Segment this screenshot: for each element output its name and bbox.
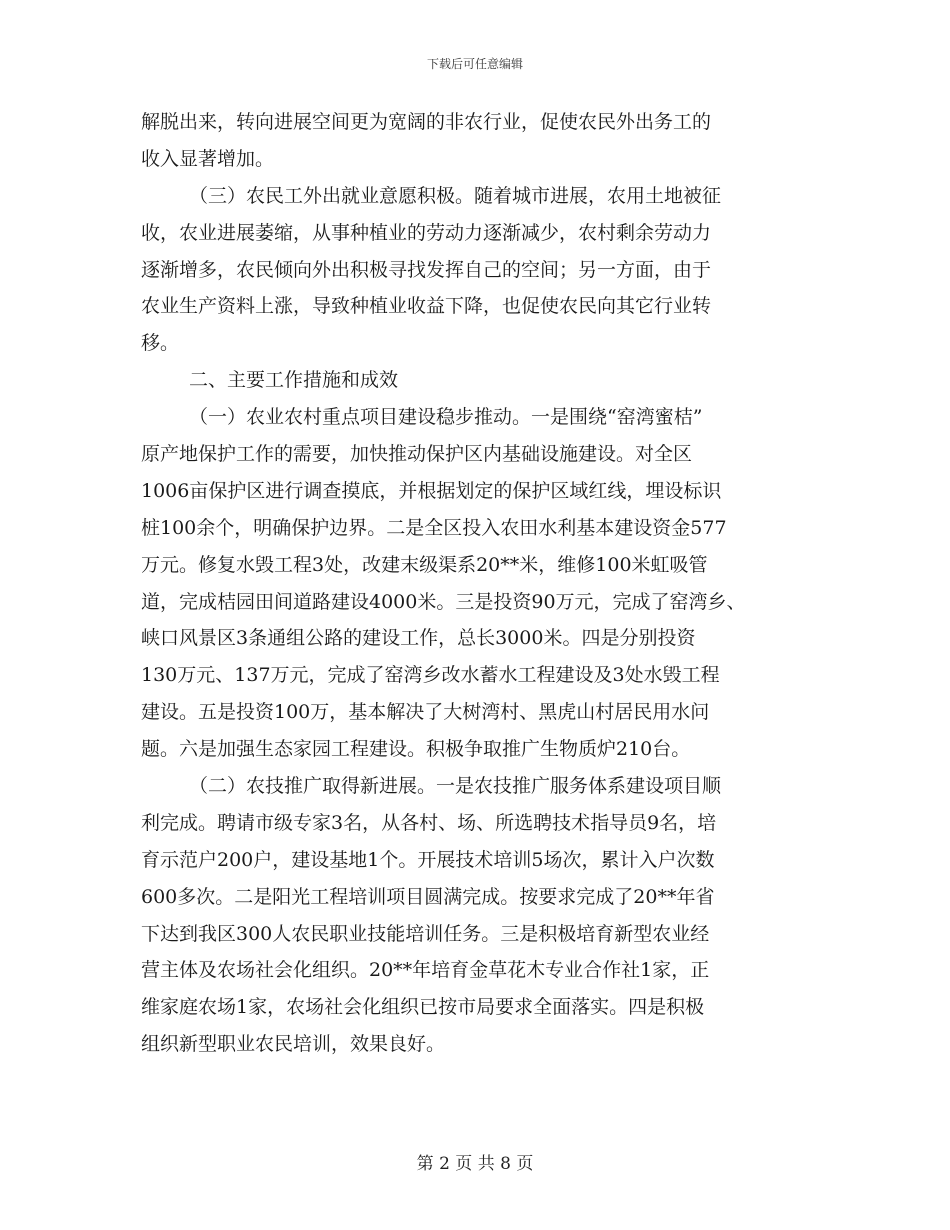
text-line: 下达到我区300人农民职业技能培训任务。三是积极培育新型农业经 [141,922,710,945]
page-header-note: 下载后可任意编辑 [426,57,523,71]
text-line: 利完成。聘请市级专家3名，从各村、场、所选聘技术指导员9名，培 [141,811,717,834]
text-line: 建设。五是投资100万，基本解决了大树湾村、黑虎山村居民用水问 [141,701,710,724]
text-line: 道，完成桔园田间道路建设4000米。三是投资90万元，完成了窑湾乡、 [141,590,746,613]
text-line: 移。 [141,332,180,355]
text-line: 逐渐增多，农民倾向外出积极寻找发挥自己的空间；另一方面，由于 [141,258,712,281]
text-line: （三）农民工外出就业意愿积极。随着城市进展，农用土地被征 [189,184,722,207]
text-line: 组织新型职业农民培训，效果良好。 [141,1033,446,1056]
page-number: 第 2 页 共 8 页 [416,1154,534,1174]
text-line: 农业生产资料上涨，导致种植业收益下降，也促使农民向其它行业转 [141,295,712,318]
text-line: 万元。修复水毁工程3处，改建末级渠系20**米，维修100米虹吸管 [141,553,708,576]
text-line: 原产地保护工作的需要，加快推动保护区内基础设施建设。对全区 [141,443,693,466]
text-line: 收入显著增加。 [141,147,275,170]
text-line: 解脱出来，转向进展空间更为宽阔的非农行业，促使农民外出务工的 [141,111,712,133]
text-line: （一）农业农村重点项目建设稳步推动。一是围绕“窑湾蜜桔” [189,406,703,429]
text-line: （二）农技推广取得新进展。一是农技推广服务体系建设项目顺 [189,775,722,798]
text-line: 130万元、137万元，完成了窑湾乡改水蓄水工程建设及3处水毁工程 [141,664,720,687]
section-heading: 二、主要工作措施和成效 [189,369,399,392]
text-line: 维家庭农场1家，农场社会化组织已按市局要求全面落实。四是积极 [141,996,705,1019]
document-body [141,104,831,1063]
text-line: 桩100余个，明确保护边界。二是全区投入农田水利基本建设资金577 [141,516,727,539]
text-line: 营主体及农场社会化组织。20**年培育金草花木专业合作社1家，正 [141,959,710,982]
text-line: 收，农业进展萎缩，从事种植业的劳动力逐渐减少，农村剩余劳动力 [141,221,712,244]
text-line: 题。六是加强生态家园工程建设。积极争取推广生物质炉210台。 [141,738,691,761]
text-line: 育示范户200户，建设基地1个。开展技术培训5场次，累计入户次数 [141,848,715,871]
text-line: 峡口风景区3条通组公路的建设工作，总长3000米。四是分别投资 [141,627,696,650]
text-line: 1006亩保护区进行调查摸底，并根据划定的保护区域红线，埋设标识 [141,479,722,502]
text-line: 600多次。二是阳光工程培训项目圆满完成。按要求完成了20**年省 [141,885,715,908]
